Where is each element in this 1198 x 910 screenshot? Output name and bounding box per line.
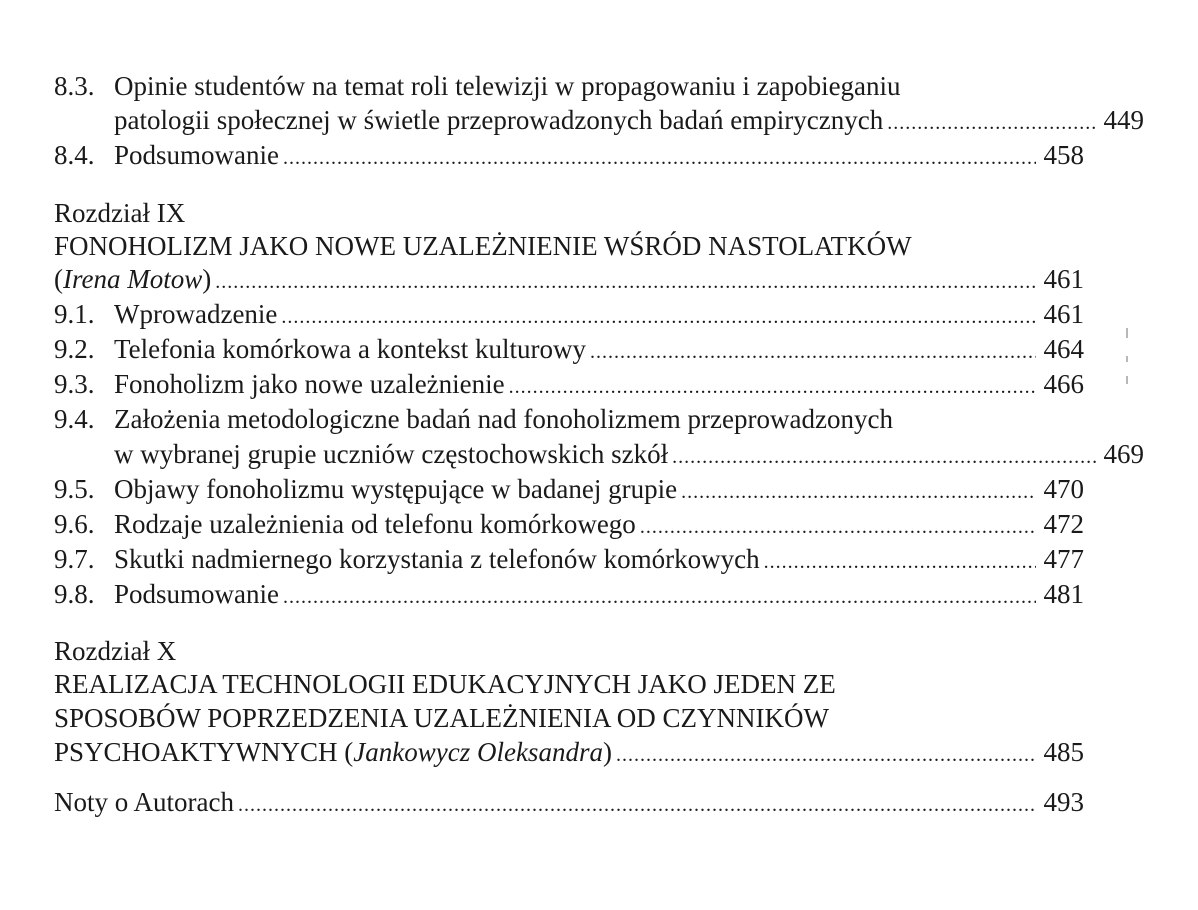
chapter-10-author: Jankowycz Oleksandra <box>353 737 603 767</box>
toc-entry-9-7 <box>54 541 1084 577</box>
entry-title-continued: w wybranej grupie uczniów częstochowskich szkół <box>114 439 669 469</box>
dot-leader <box>238 787 1036 820</box>
dot-leader <box>887 105 1096 138</box>
toc-entry-9-4-line2 <box>54 436 1144 472</box>
entry-number: 9.7. <box>54 544 95 574</box>
entry-number: 9.5. <box>54 474 95 504</box>
page-number: 464 <box>1043 334 1084 364</box>
dot-leader <box>640 509 1036 542</box>
entry-title: Telefonia komórkowa a kontekst kulturowy <box>114 334 586 364</box>
page-number: 461 <box>1043 264 1084 294</box>
dot-leader <box>681 474 1036 507</box>
scan-mark <box>1126 376 1128 384</box>
chapter-10-title-line1: REALIZACJA TECHNOLOGII EDUKACYJNYCH JAKO JEDEN ZE <box>54 669 836 699</box>
toc-entry-9-8 <box>54 576 1084 612</box>
toc-entry-notes <box>54 784 1084 820</box>
page-number: 469 <box>1103 439 1144 469</box>
entry-title: Podsumowanie <box>114 579 279 609</box>
page-number: 472 <box>1043 509 1084 539</box>
chapter-9-title: FONOHOLIZM JAKO NOWE UZALEŻNIENIE WŚRÓD NASTOLATKÓW <box>54 231 912 261</box>
page-number: 470 <box>1043 474 1084 504</box>
entry-title: Podsumowanie <box>114 140 279 170</box>
entry-number: 9.1. <box>54 299 95 329</box>
dot-leader <box>509 369 1036 402</box>
page-number: 458 <box>1043 140 1084 170</box>
scan-mark <box>1126 328 1128 338</box>
entry-title: Fonoholizm jako nowe uzależnienie <box>114 369 505 399</box>
dot-leader <box>616 737 1036 770</box>
dot-leader <box>281 299 1036 332</box>
entry-number: 9.8. <box>54 579 95 609</box>
entry-number: 8.4. <box>54 140 95 170</box>
entry-number: 9.2. <box>54 334 95 364</box>
page-number: 485 <box>1043 737 1084 767</box>
entry-number: 9.4. <box>54 404 95 434</box>
toc-entry-9-1 <box>54 296 1084 332</box>
dot-leader <box>215 264 1036 297</box>
scan-mark <box>1126 356 1128 362</box>
toc-entry-9-2 <box>54 331 1084 367</box>
toc-entry-9-3 <box>54 366 1084 402</box>
page-number: 466 <box>1043 369 1084 399</box>
page-number: 449 <box>1103 105 1144 135</box>
chapter-9-label: Rozdział IX <box>54 198 186 228</box>
toc-entry-9-4-line1 <box>54 401 1084 437</box>
entry-title: Opinie studentów na temat roli telewizji w propagowaniu i zapobieganiu <box>114 71 901 101</box>
entry-title: Rodzaje uzależnienia od telefonu komórkowego <box>114 509 636 539</box>
chapter-10-label: Rozdział X <box>54 636 177 666</box>
dot-leader <box>764 544 1036 577</box>
chapter-10-title-end: PSYCHOAKTYWNYCH (Jankowycz Oleksandra) <box>54 737 612 767</box>
entry-title: Skutki nadmiernego korzystania z telefonów komórkowych <box>114 544 760 574</box>
page-number: 477 <box>1043 544 1084 574</box>
entry-title: Wprowadzenie <box>114 299 278 329</box>
entry-title: Noty o Autorach <box>54 787 234 817</box>
dot-leader <box>590 334 1036 367</box>
toc-entry-8-3-line1 <box>54 68 1084 104</box>
entry-number: 9.3. <box>54 369 95 399</box>
toc-entry-9-6 <box>54 506 1084 542</box>
toc-entry-8-3-line2 <box>54 102 1144 138</box>
entry-title-continued: patologii społecznej w świetle przeprowadzonych badań empirycznych <box>114 105 884 135</box>
page-number: 493 <box>1043 787 1084 817</box>
toc-entry-8-4 <box>54 137 1084 173</box>
entry-title: Objawy fonoholizmu występujące w badanej grupie <box>114 474 678 504</box>
dot-leader <box>283 579 1036 612</box>
entry-title: Założenia metodologiczne badań nad fonoholizmem przeprowadzonych <box>114 404 893 434</box>
dot-leader <box>672 439 1096 472</box>
chapter-9-author: (Irena Motow) <box>54 264 212 294</box>
page-number: 481 <box>1043 579 1084 609</box>
chapter-9-author-line <box>54 261 1084 297</box>
chapter-10-title-line2: SPOSOBÓW POPRZEDZENIA UZALEŻNIENIA OD CZYNNIKÓW <box>54 703 829 733</box>
entry-number: 9.6. <box>54 509 95 539</box>
chapter-10-title-line3 <box>54 734 1084 770</box>
toc-entry-9-5 <box>54 471 1084 507</box>
page-number: 461 <box>1043 299 1084 329</box>
dot-leader <box>283 140 1036 173</box>
entry-number: 8.3. <box>54 71 95 101</box>
